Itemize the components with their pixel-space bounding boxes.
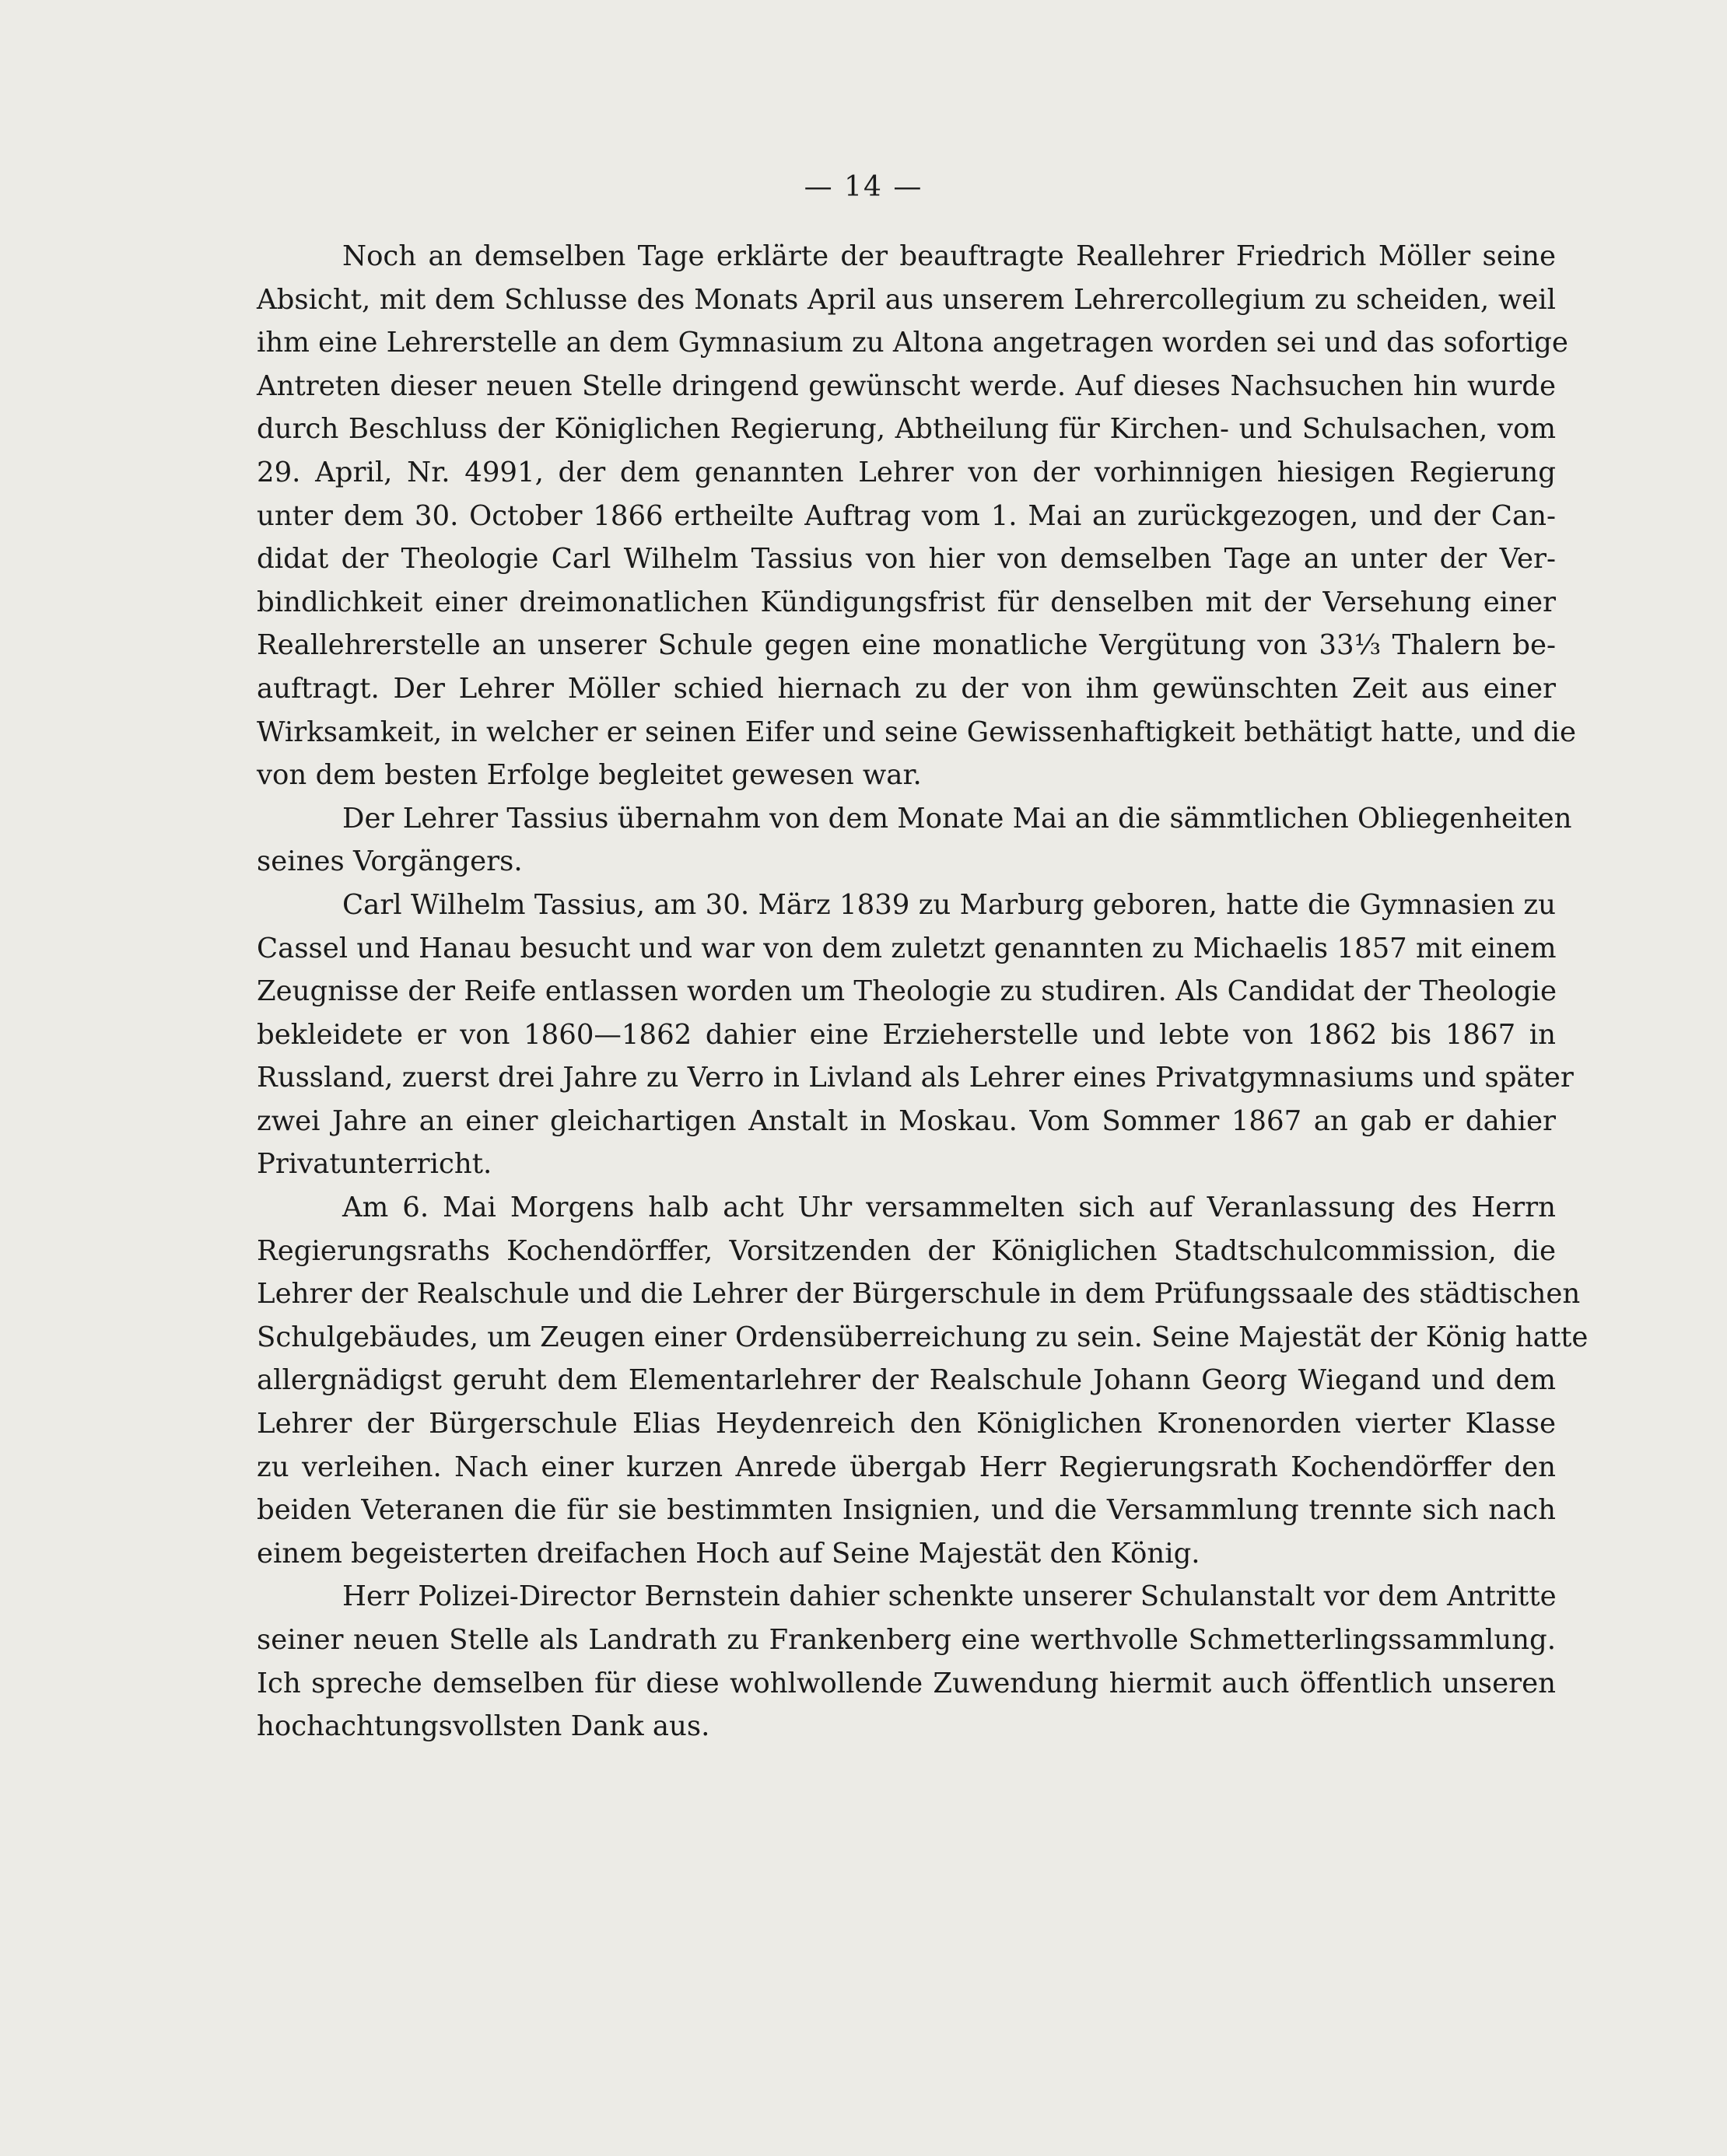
paragraph-moeller-departure	[257, 235, 1576, 797]
text-line: ihm eine Lehrerstelle an dem Gymnasium zu Altona angetragen worden sei und das sofortige	[257, 327, 1568, 359]
text-line: allergnädigst geruht dem Elementarlehrer der Realschule Johann Georg Wiegand und dem	[257, 1364, 1556, 1397]
text-line: Lehrer der Realschule und die Lehrer der Bürgerschule in dem Prüfungssaale des städtischen	[257, 1278, 1581, 1311]
text-line: Carl Wilhelm Tassius, am 30. März 1839 zu Marburg geboren, hatte die Gymnasien zu	[342, 888, 1556, 921]
text-line: einem begeisterten dreifachen Hoch auf Seine Majestät den König.	[257, 1537, 1200, 1570]
text-line: hochachtungsvollsten Dank aus.	[257, 1710, 710, 1743]
text-line: Zeugnisse der Reife entlassen worden um Theologie zu studiren. Als Candidat der Theologie	[257, 975, 1557, 1008]
text-line: unter dem 30. October 1866 ertheilte Auftrag vom 1. Mai an zurückgezogen, und der Can-	[257, 499, 1556, 532]
text-line: Schulgebäudes, um Zeugen einer Ordensüberreichung zu sein. Seine Majestät der König hatte	[257, 1321, 1589, 1353]
text-line: seines Vorgängers.	[257, 845, 523, 878]
text-line: durch Beschluss der Königlichen Regierung, Abtheilung für Kirchen- und Schulsachen, vom	[257, 413, 1556, 446]
text-line: auftragt. Der Lehrer Möller schied hiernach zu der von ihm gewünschten Zeit aus einer	[257, 672, 1556, 705]
text-line: Am 6. Mai Morgens halb acht Uhr versammelten sich auf Veranlassung des Herrn	[342, 1192, 1556, 1224]
text-line: Wirksamkeit, in welcher er seinen Eifer und seine Gewissenhaftigkeit bethätigt hatte, und die	[257, 716, 1576, 748]
text-line: Absicht, mit dem Schlusse des Monats April aus unserem Lehrercollegium zu scheiden, weil	[257, 283, 1556, 316]
text-line: beiden Veteranen die für sie bestimmten Insignien, und die Versammlung trennte sich nach	[257, 1494, 1556, 1527]
text-line: Der Lehrer Tassius übernahm von dem Monate Mai an die sämmtlichen Obliegenheiten	[342, 802, 1572, 835]
text-line: Regierungsraths Kochendörffer, Vorsitzenden der Königlichen Stadtschulcommission, die	[257, 1234, 1556, 1267]
text-line: Privatunterricht.	[257, 1148, 492, 1181]
text-line: didat der Theologie Carl Wilhelm Tassius von hier von demselben Tage an unter der Ver-	[257, 543, 1556, 576]
text-line: zwei Jahre an einer gleichartigen Anstalt in Moskau. Vom Sommer 1867 an gab er dahier	[257, 1104, 1556, 1137]
text-line: seiner neuen Stelle als Landrath zu Frankenberg eine werthvolle Schmetterlingssammlung.	[257, 1624, 1556, 1656]
paragraph-butterfly-collection	[257, 1575, 1556, 1748]
body-text	[257, 235, 1589, 1748]
paragraph-tassius-biography	[257, 884, 1574, 1186]
text-line: Reallehrerstelle an unserer Schule gegen eine monatliche Vergütung von 33⅓ Thalern be-	[257, 629, 1556, 662]
text-line: zu verleihen. Nach einer kurzen Anrede übergab Herr Regierungsrath Kochendörffer den	[257, 1451, 1556, 1483]
text-line: bindlichkeit einer dreimonatlichen Kündigungsfrist für denselben mit der Versehung einer	[257, 586, 1556, 618]
text-line: 29. April, Nr. 4991, der dem genannten Lehrer von der vorhinnigen hiesigen Regierung	[257, 456, 1556, 488]
paragraph-order-ceremony	[257, 1186, 1589, 1575]
text-line: Herr Polizei-Director Bernstein dahier schenkte unserer Schulanstalt vor dem Antritte	[342, 1580, 1557, 1613]
paragraph-tassius-takeover	[257, 797, 1572, 884]
text-line: Antreten dieser neuen Stelle dringend gewünscht werde. Auf dieses Nachsuchen hin wurde	[257, 369, 1556, 402]
text-line: bekleidete er von 1860—1862 dahier eine Erzieherstelle und lebte von 1862 bis 1867 in	[257, 1018, 1556, 1051]
text-line: Russland, zuerst drei Jahre zu Verro in Livland als Lehrer eines Privatgymnasiums und später	[257, 1062, 1574, 1094]
text-line: Noch an demselben Tage erklärte der beauftragte Reallehrer Friedrich Möller seine	[342, 240, 1556, 272]
text-line: von dem besten Erfolge begleitet gewesen war.	[257, 759, 922, 792]
page-number: — 14 —	[804, 171, 923, 203]
text-line: Cassel und Hanau besucht und war von dem zuletzt genannten zu Michaelis 1857 mit einem	[257, 932, 1557, 964]
text-line: Ich spreche demselben für diese wohlwollende Zuwendung hiermit auch öffentlich unseren	[257, 1667, 1556, 1699]
text-line: Lehrer der Bürgerschule Elias Heydenreich den Königlichen Kronenorden vierter Klasse	[257, 1408, 1556, 1440]
